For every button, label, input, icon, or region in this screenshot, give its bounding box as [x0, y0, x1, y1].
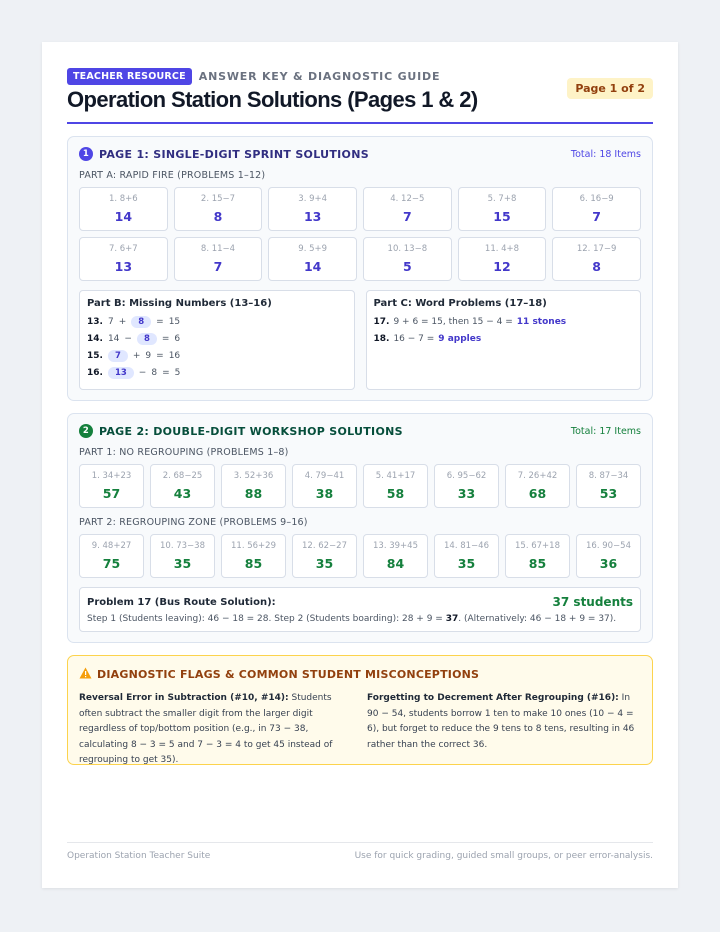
diagnostic-box — [67, 655, 653, 765]
answer-value: 35 — [457, 556, 476, 571]
partC-title: Part C: Word Problems (17–18) — [373, 298, 547, 309]
part2-cell — [363, 534, 428, 578]
problem-text: 10. 13−8 — [387, 244, 428, 254]
section-page1 — [67, 136, 653, 401]
part1-cell — [221, 464, 286, 508]
teacher-resource-badge: TEACHER RESOURCE — [67, 68, 192, 85]
part1-cell — [79, 464, 144, 508]
answer-value: 43 — [173, 486, 192, 501]
missing-number-line: 15. 7 + 9 = 16 — [87, 350, 181, 361]
missing-number-line: 16. 13 − 8 = 5 — [87, 367, 181, 378]
part1-cell — [150, 464, 215, 508]
partA-cell — [174, 187, 263, 231]
problem-text: 5. 7+8 — [487, 194, 517, 204]
partA-cell — [268, 237, 357, 281]
answer-value: 84 — [386, 556, 405, 571]
partA-cell — [174, 237, 263, 281]
problem-text: 4. 79−41 — [304, 471, 345, 481]
answer-value: 68 — [528, 486, 547, 501]
answer-value: 7 — [402, 209, 412, 224]
answer-value: 88 — [244, 486, 263, 501]
problem-text: 10. 73−38 — [160, 541, 205, 551]
problem-text: 13. 39+45 — [373, 541, 418, 551]
problem-text: 9. 5+9 — [298, 244, 328, 254]
answer-value: 35 — [173, 556, 192, 571]
answer-value: 5 — [402, 259, 412, 274]
part1-cell — [434, 464, 499, 508]
partA-cell — [458, 237, 547, 281]
problem-text: 8. 11−4 — [200, 244, 236, 254]
problem-text: 12. 17−9 — [576, 244, 617, 254]
problem-text: 6. 16−9 — [579, 194, 614, 204]
partA-grid — [79, 187, 641, 281]
page-footer — [67, 842, 653, 861]
problem-text: 9. 48+27 — [91, 541, 132, 551]
answer-value: 13 — [303, 209, 322, 224]
partA-cell — [458, 187, 547, 231]
section-page2 — [67, 413, 653, 643]
page-number-badge: Page 1 of 2 — [567, 78, 653, 99]
word-problem-line: 17. 9 + 6 = 15, then 15 − 4 = 11 stones — [373, 316, 567, 327]
problem-text: 3. 52+36 — [233, 471, 274, 481]
part2-cell — [150, 534, 215, 578]
answer-value: 7 — [592, 209, 601, 224]
section2-title — [79, 424, 403, 438]
answer-value: 14 — [114, 209, 133, 224]
problem-text: 7. 26+42 — [517, 471, 558, 481]
part1-cell — [576, 464, 641, 508]
part1-cell — [292, 464, 357, 508]
partA-label: PART A: RAPID FIRE (PROBLEMS 1–12) — [79, 170, 266, 181]
partA-cell — [268, 187, 357, 231]
answer-value: 35 — [315, 556, 334, 571]
word-problem-line: 18. 16 − 7 = 9 apples — [373, 333, 482, 344]
problem-text: 12. 62−27 — [302, 541, 347, 551]
problem-text: 5. 41+17 — [375, 471, 416, 481]
footer-right: Use for quick grading, guided small groups, or peer error-analysis. — [354, 851, 653, 861]
warning-icon — [79, 667, 92, 682]
answer-value: 8 — [213, 209, 223, 224]
partA-cell — [363, 237, 452, 281]
problem17-result: 37 students — [552, 595, 633, 609]
diagnostic-reversal: Reversal Error in Subtraction (#10, #14): Students often subtract the smaller digit from the larger digit regardless of top/bottom position (e.g., in 73 − 38, calculating 8 − 3 = 5 and 7 − 3 = 4 to get 45 instead of regrouping to get 35). — [79, 693, 333, 765]
answer-value: 36 — [599, 556, 618, 571]
problem-text: 11. 56+29 — [231, 541, 276, 551]
part2-cell — [505, 534, 570, 578]
problem-text: 6. 95−62 — [446, 471, 487, 481]
section2-title-text: PAGE 2: DOUBLE-DIGIT WORKSHOP SOLUTIONS — [99, 424, 403, 438]
answer-value: 15 — [493, 209, 511, 224]
problem-text: 2. 15−7 — [200, 194, 236, 204]
problem17-title: Problem 17 (Bus Route Solution): — [87, 596, 276, 608]
answer-value: 7 — [213, 259, 223, 274]
answer-value: 75 — [102, 556, 121, 571]
part2-cell — [221, 534, 286, 578]
partA-cell — [552, 187, 641, 231]
problem-text: 1. 8+6 — [108, 194, 138, 204]
section2-total: Total: 17 Items — [570, 425, 641, 437]
answer-value: 57 — [102, 486, 121, 501]
section1-total: Total: 18 Items — [570, 148, 641, 160]
page-title: Operation Station Solutions (Pages 1 & 2) — [67, 87, 478, 112]
partB-box — [79, 290, 355, 390]
problem-text: 3. 9+4 — [298, 194, 328, 204]
answer-value: 85 — [528, 556, 547, 571]
section1-number: 1 — [79, 147, 93, 161]
problem17-box — [79, 587, 641, 632]
part1-label: PART 1: NO REGROUPING (PROBLEMS 1–8) — [79, 447, 289, 458]
section1-title-text: PAGE 1: SINGLE-DIGIT SPRINT SOLUTIONS — [99, 147, 369, 161]
problem-text: 7. 6+7 — [108, 244, 138, 254]
part1-grid — [79, 464, 641, 508]
partA-cell — [552, 237, 641, 281]
problem-text: 16. 90−54 — [586, 541, 631, 551]
header-top — [67, 67, 653, 85]
partC-box — [366, 290, 642, 390]
answer-value: 14 — [303, 259, 322, 274]
part1-cell — [363, 464, 428, 508]
header-subtitle: ANSWER KEY & DIAGNOSTIC GUIDE — [198, 69, 441, 83]
part2-cell — [434, 534, 499, 578]
diagnostic-title: DIAGNOSTIC FLAGS & COMMON STUDENT MISCONCEPTIONS — [79, 667, 641, 682]
answer-value: 33 — [457, 486, 476, 501]
part1-cell — [505, 464, 570, 508]
diagnostic-decrement: Forgetting to Decrement After Regrouping (#16): In 90 − 54, students borrow 1 ten to make 10 ones (10 − 4 = 6), but forget to reduce the 9 tens to 8 tens, resulting in 46 rather than the correct 36. — [367, 693, 635, 750]
section1-title — [79, 147, 369, 161]
title-divider — [67, 122, 653, 124]
part2-cell — [576, 534, 641, 578]
problem-text: 14. 81−46 — [444, 541, 489, 551]
part2-cell — [292, 534, 357, 578]
partA-cell — [79, 187, 168, 231]
part2-cell — [79, 534, 144, 578]
problem-text: 1. 34+23 — [91, 471, 132, 481]
answer-value: 13 — [114, 259, 133, 274]
problem-text: 15. 67+18 — [515, 541, 560, 551]
part2-label: PART 2: REGROUPING ZONE (PROBLEMS 9–16) — [79, 517, 308, 528]
problem-text: 8. 87−34 — [588, 471, 629, 481]
answer-value: 12 — [493, 259, 511, 274]
problem-text: 2. 68−25 — [162, 471, 203, 481]
partA-cell — [79, 237, 168, 281]
answer-value: 8 — [592, 259, 601, 274]
partB-title: Part B: Missing Numbers (13–16) — [87, 298, 272, 309]
answer-value: 38 — [315, 486, 334, 501]
footer-left: Operation Station Teacher Suite — [67, 851, 211, 861]
problem17-body: Step 1 (Students leaving): 46 − 18 = 28. Step 2 (Students boarding): 28 + 9 = 37. (Alternatively: 46 − 18 + 9 = 37). — [87, 614, 617, 624]
answer-value: 58 — [386, 486, 405, 501]
section2-number: 2 — [79, 424, 93, 438]
problem-text: 4. 12−5 — [390, 194, 425, 204]
answer-value: 85 — [244, 556, 263, 571]
worksheet-page — [42, 42, 678, 888]
partA-cell — [363, 187, 452, 231]
answer-value: 53 — [599, 486, 618, 501]
problem-text: 11. 4+8 — [484, 244, 520, 254]
missing-number-line: 14. 14 − 8 = 6 — [87, 333, 181, 344]
missing-number-line: 13. 7 + 8 = 15 — [87, 316, 181, 327]
part2-grid — [79, 534, 641, 578]
